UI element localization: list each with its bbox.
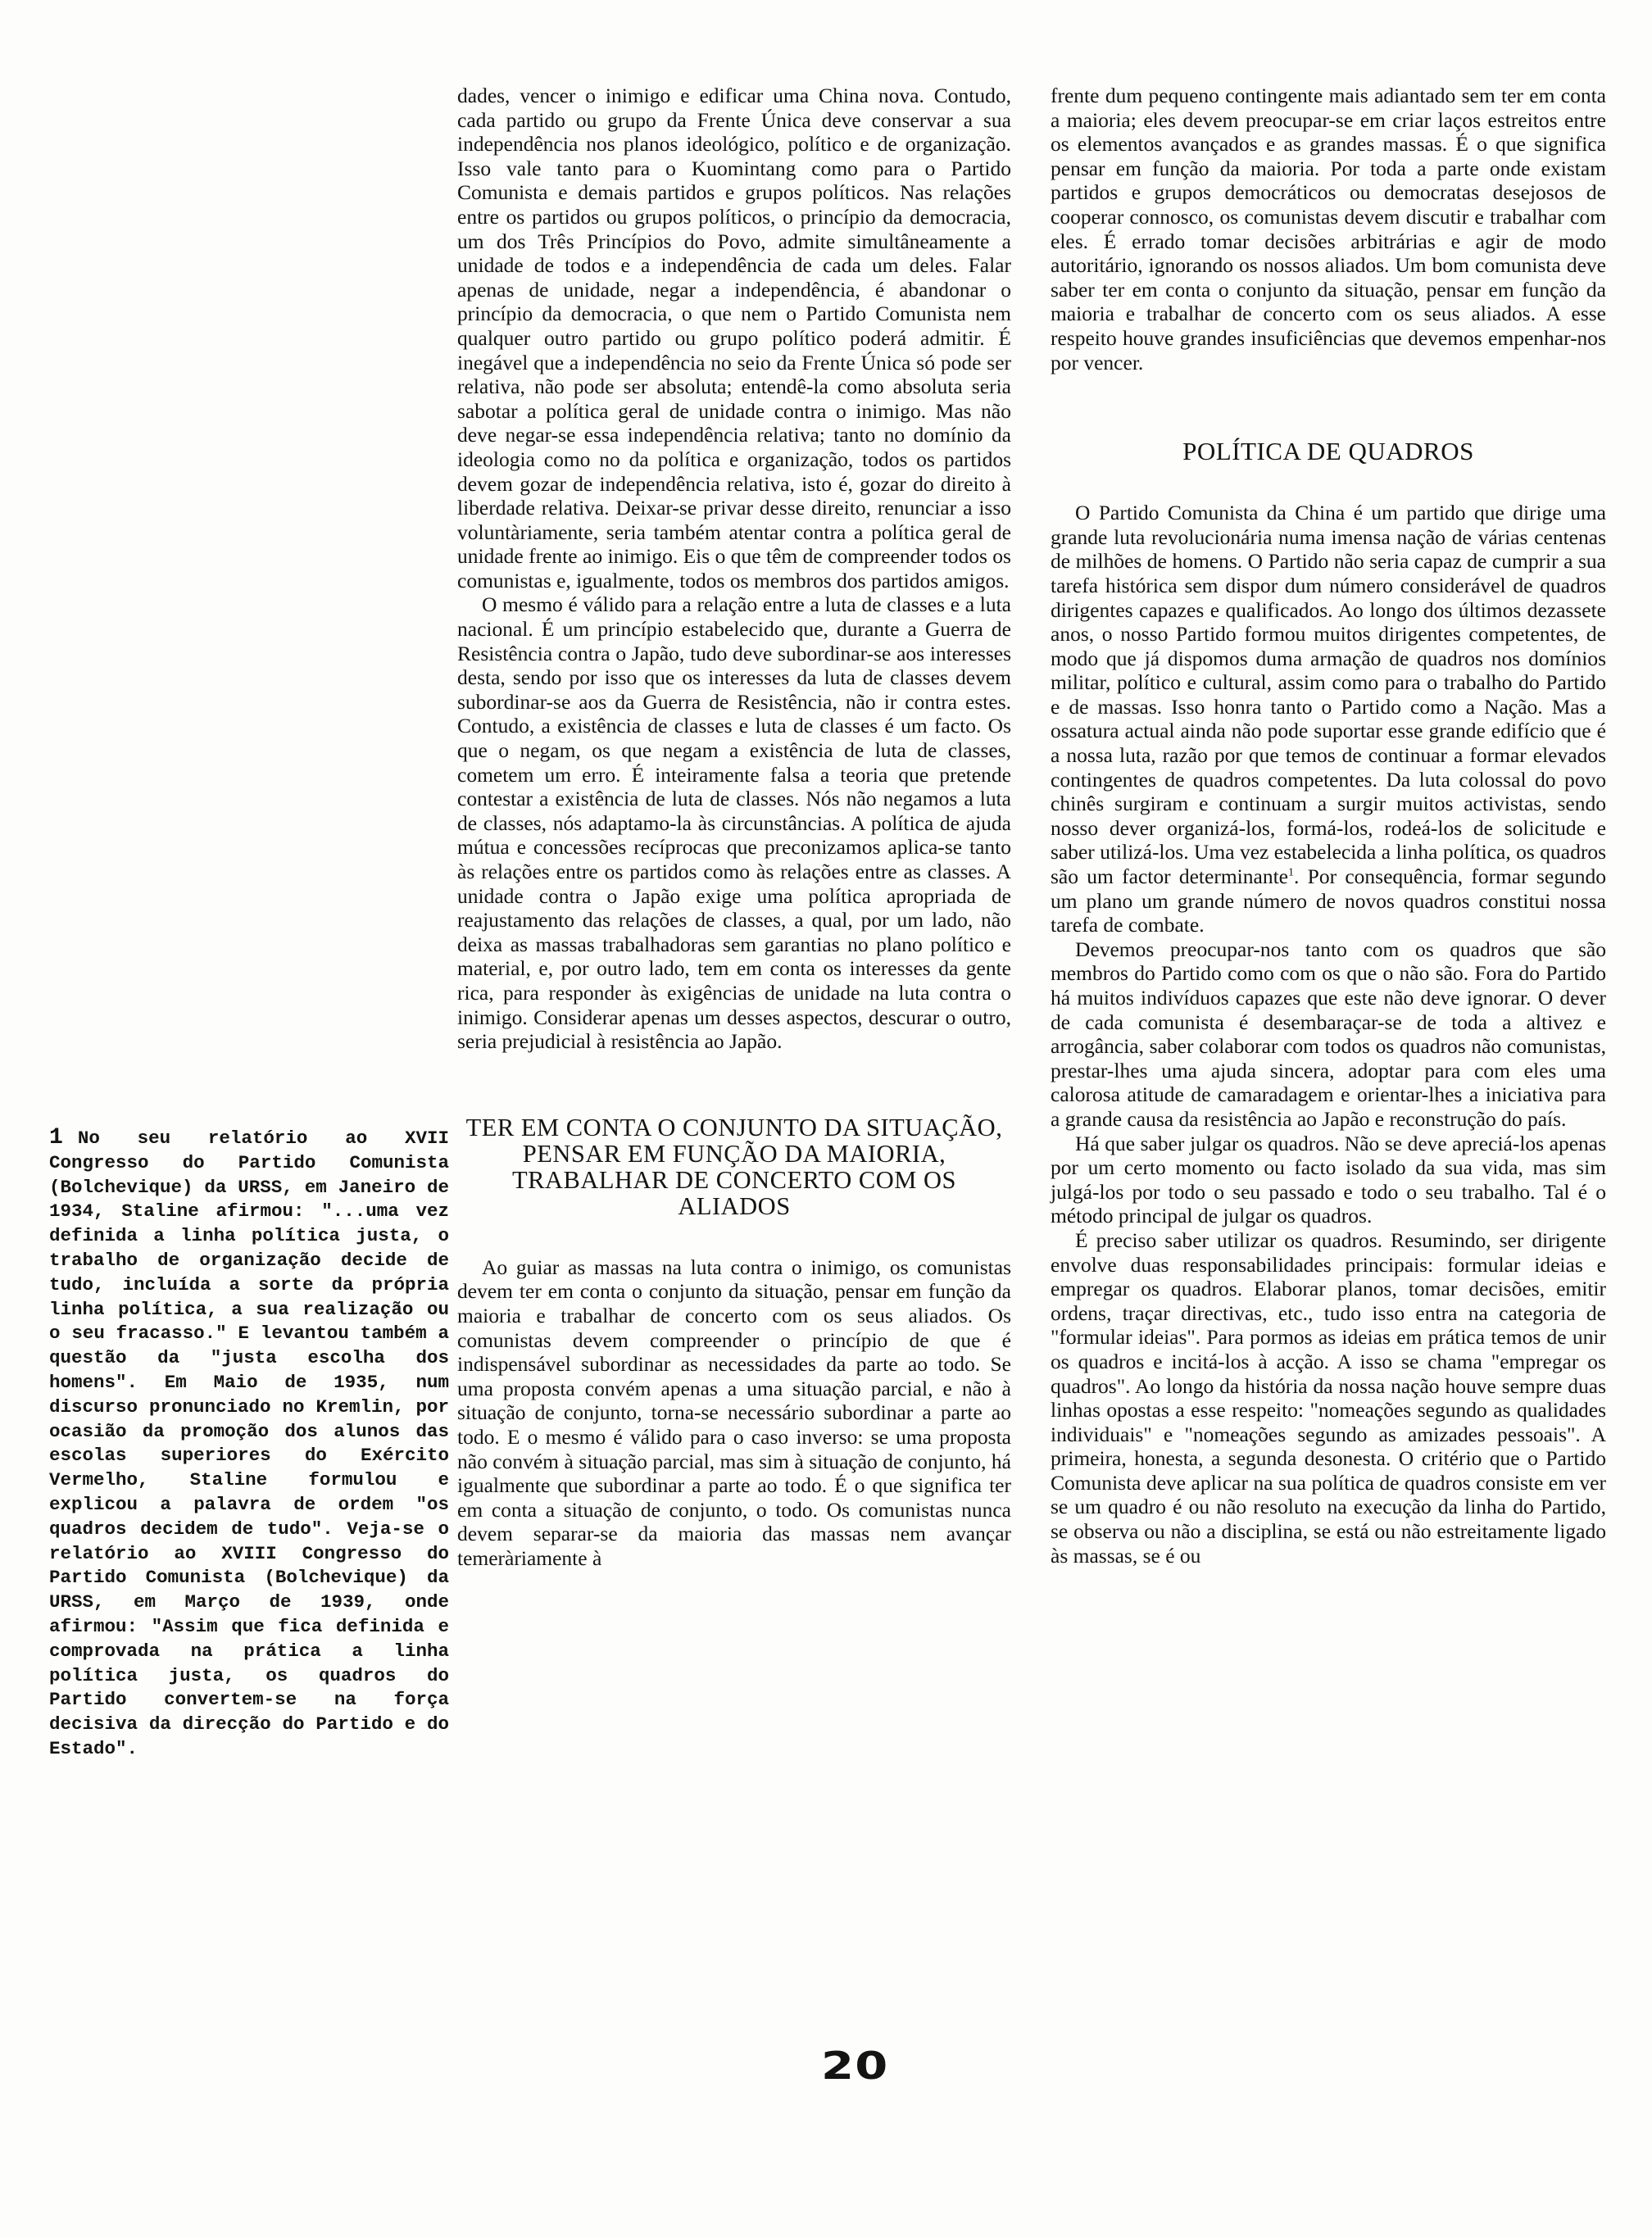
right-paragraph-4: Há que saber julgar os quadros. Não se deve apreciá-los apenas por um certo momento ou facto isolado da sua vida, mas sim julgá-los por todo o seu passado e todo o seu trabalho. Tal é o método principal de julgar os quadros. — [1051, 1131, 1606, 1228]
right-paragraph-3: Devemos preocupar-nos tanto com os quadros que são membros do Partido como com os que o não são. Fora do Partido há muitos indivíduos capazes que este não deve ignorar. O dever de cada comunista é desembaraçar-se de toda a altivez e arrogância, saber colaborar com todos os quadros não comunistas, prestar-lhes uma ajuda sincera, adoptar para com eles uma calorosa atitude de camaradagem e orientar-lhes a iniciativa para a grande causa da resistência ao Japão e reconstrução do país. — [1051, 937, 1606, 1131]
footnote-text: No seu relatório ao XVII Congresso do Partido Comunista (Bolchevique) da URSS, em Janeiro de 1934, Staline afirmou: "...uma vez definida a linha política justa, o trabalho de organização decide de tudo, incluída a sorte da própria linha política, a sua realização ou o seu fracasso." E levantou também a questão da "justa escolha dos homens". Em Maio de 1935, num discurso pronunciado no Kremlin, por ocasião da promoção dos alunos das escolas superiores do Exército Vermelho, Staline formulou e explicou a palavra de ordem "os quadros decidem de tudo". Veja-se o relatório ao XVIII Congresso do Partido Comunista (Bolchevique) da URSS, em Março de 1939, onde afirmou: "Assim que fica definida e comprovada na prática a linha política justa, os quadros do Partido convertem-se na força decisiva da direcção do Partido e do Estado". — [49, 1128, 449, 1759]
right-paragraph-2 — [1051, 501, 1606, 937]
middle-paragraph-1: dades, vencer o inimigo e edificar uma China nova. Contudo, cada partido ou grupo da Frente Única deve conservar a sua independência nos planos ideológico, político e de organização. Isso vale tanto para o Kuomintang como para o Partido Comunista e demais partidos e grupos políticos. Nas relações entre os partidos ou grupos políticos, o princípio da democracia, um dos Três Princípios do Povo, admite simultâneamente a unidade de todos e a independência de cada um deles. Falar apenas de unidade, negar a independência, é abandonar o princípio da democracia, o que nem o Partido Comunista nem qualquer outro partido ou grupo político poderá admitir. É inegável que a independência no seio da Frente Única só pode ser relativa, não pode ser absoluta; entendê-la como absoluta seria sabotar a política geral de unidade contra o inimigo. Mas não deve negar-se essa independência relativa; tanto no domínio da ideologia como no da política e organização, todos os partidos devem gozar de independência relativa, isto é, gozar do direito à liberdade relativa. Deixar-se privar desse direito, renunciar a isso voluntàriamente, seria também atentar contra a política geral de unidade frente ao inimigo. Eis o que têm de compreender todos os comunistas e, igualmente, todos os membros dos partidos amigos. — [457, 84, 1011, 592]
right-column — [1051, 84, 1606, 1568]
footnote-reference: 1 — [1287, 866, 1294, 879]
right-paragraph-1: frente dum pequeno contingente mais adiantado sem ter em conta a maioria; eles devem preocupar-se em criar laços estreitos entre os elementos avançados e as grandes massas. É o que significa pensar em função da maioria. Por toda a parte onde existam partidos e grupos democráticos ou democratas desejosos de cooperar connosco, os comunistas devem discutir e trabalhar com eles. É errado tomar decisões arbitrárias e agir de modo autoritário, ignorando os nossos aliados. Um bom comunista deve saber ter em conta o conjunto da situação, pensar em função da maioria e trabalhar de concerto com os seus aliados. A esse respeito houve grandes insuficiências que devemos empenhar-nos por vencer. — [1051, 84, 1606, 374]
section-heading-quadros: POLÍTICA DE QUADROS — [1182, 437, 1474, 466]
middle-paragraph-3: Ao guiar as massas na luta contra o inimigo, os comunistas devem ter em conta o conjunto da situação, pensar em função da maioria e trabalhar de concerto com os seus aliados. Os comunistas devem compreender o princípio de que é indispensável subordinar as necessidades da parte ao todo. Se uma proposta convém apenas a uma situação parcial, e não à situação de conjunto, torna-se necessário subordinar a parte ao todo. E o mesmo é válido para o caso inverso: se uma proposta não convém à situação parcial, mas sim à situação de conjunto, há igualmente que subordinar a parte ao todo. É o que significa ter em conta a situação de conjunto, o todo. Os comunistas nunca devem separar-se da maioria das massas nem avançar temeràriamente à — [457, 1255, 1011, 1570]
middle-paragraph-2: O mesmo é válido para a relação entre a luta de classes e a luta nacional. É um princípio estabelecido que, durante a Guerra de Resistência contra o Japão, tudo deve subordinar-se aos interesses desta, sendo por isso que os interesses da luta de classes devem subordinar-se aos da Guerra de Resistência, não ir contra estes. Contudo, a existência de classes e luta de classes é um facto. Os que o negam, os que negam a existência de luta de classes, cometem um erro. É inteiramente falsa a teoria que pretende contestar a existência de luta de classes. Nós não negamos a luta de classes, nós adaptamo-la às circunstâncias. A política de ajuda mútua e concessões recíprocas que preconizamos aplica-se tanto às relações entre os partidos como às relações entre as classes. A unidade contra o Japão exige uma política apropriada de reajustamento das relações de classes, a qual, por um lado, não deixa as massas trabalhadoras sem garantias no plano político e material, e, por outro lado, tem em conta os interesses da gente rica, para responder às exigências de unidade na luta contra o inimigo. Considerar apenas um desses aspectos, descurar o outro, seria prejudicial à resistência ao Japão. — [457, 592, 1011, 1054]
right-paragraph-2-end: . Por consequência, formar segundo um plano um grande número de novos quadros constitui nossa tarefa de combate. — [1051, 864, 1606, 937]
section-heading-conjunto: TER EM CONTA O CONJUNTO DA SITUAÇÃO, PENSAR EM FUNÇÃO DA MAIORIA, TRABALHAR DE CONCERTO COM OS ALIADOS — [465, 1113, 1003, 1220]
right-paragraph-2-text: O Partido Comunista da China é um partido que dirige uma grande luta revolucionária numa imensa nação de várias centenas de milhões de homens. O Partido não seria capaz de cumprir a sua tarefa histórica sem dispor dum número considerável de quadros dirigentes capazes e qualificados. Ao longo dos últimos dezassete anos, o nosso Partido formou muitos dirigentes competentes, de modo que já dispomos duma armação de quadros nos domínios militar, político e cultural, assim como para o trabalho do Partido e de massas. Isso honra tanto o Partido como a Nação. Mas a ossatura actual ainda não pode suportar esse grande edifício que é a nossa luta, razão por que temos de continuar a formar elevados contingentes de quadros competentes. Da luta colossal do povo chinês surgiram e continuam a surgir muitos activistas, sendo nosso dever organizá-los, formá-los, rodeá-los de solicitude e saber utilizá-los. Uma vez estabelecida a linha política, os quadros são um factor determinante — [1051, 501, 1606, 889]
right-paragraph-5: É preciso saber utilizar os quadros. Resumindo, ser dirigente envolve duas responsabilidades principais: formular ideias e empregar os quadros. Elaborar planos, tomar decisões, emitir ordens, traçar directivas, etc., tudo isso entra na categoria de "formular ideias". Para pormos as ideias em prática temos de unir os quadros e incitá-los à acção. A isso se chama "empregar os quadros". Ao longo da história da nossa nação houve sempre duas linhas opostas a esse respeito: "nomeações segundo as qualidades individuais" e "nomeações segundo as amizades pessoais". A primeira, honesta, a segunda desonesta. O critério que o Partido Comunista deve aplicar na sua política de quadros consiste em ver se um quadro é ou não resoluto na execução da linha do Partido, se observa ou não a disciplina, se está ou não estreitamente ligado às massas, se é ou — [1051, 1227, 1606, 1568]
middle-column — [457, 84, 1011, 1570]
page-number: 20 — [821, 2044, 889, 2088]
footnote-marker: 1 — [49, 1125, 63, 1150]
footnote — [49, 1126, 449, 1762]
